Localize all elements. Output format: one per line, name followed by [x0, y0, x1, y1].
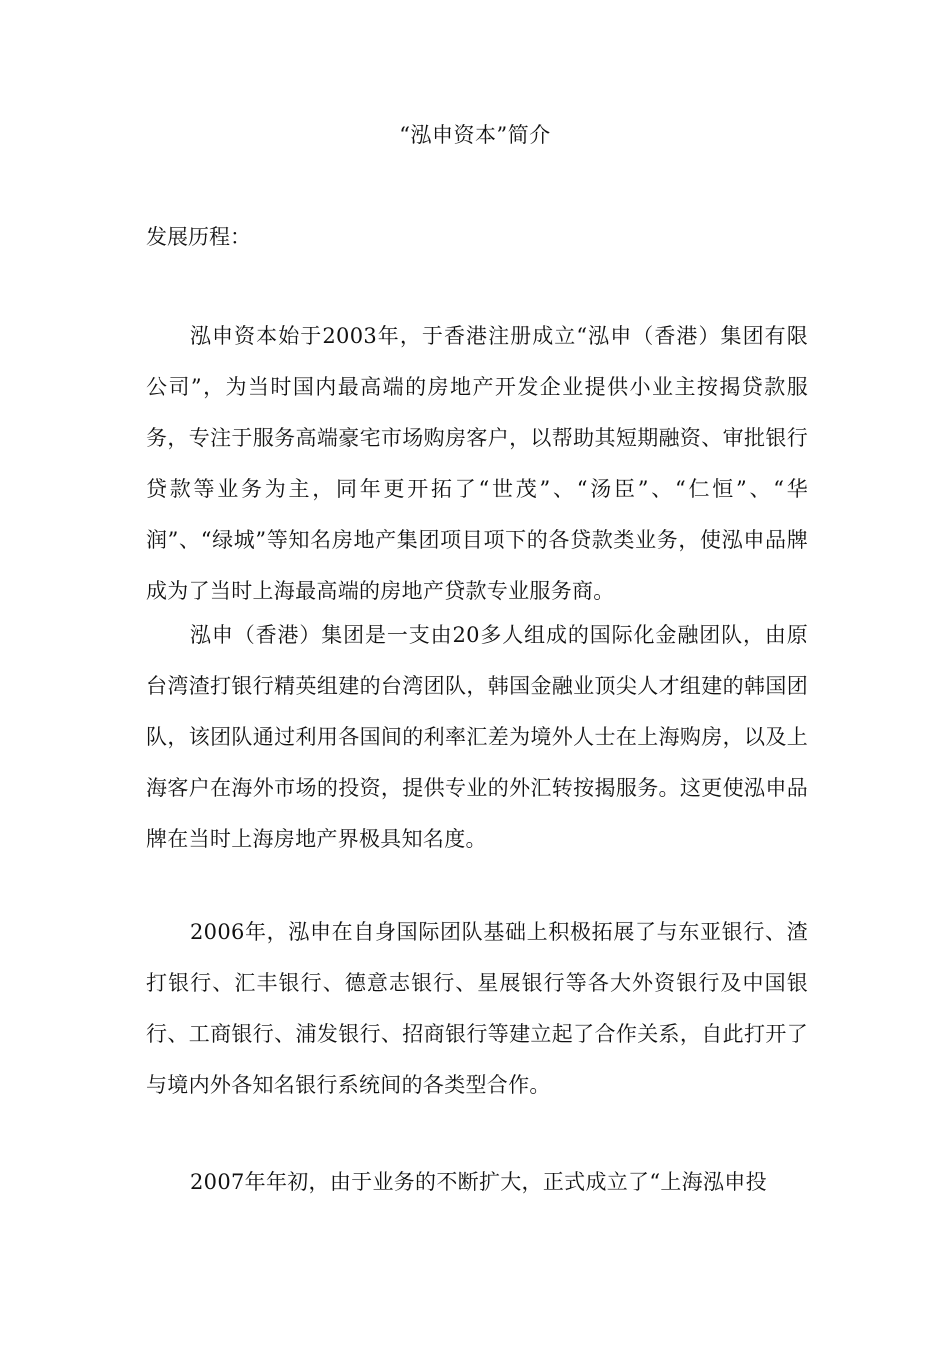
- section-heading: 发展历程：: [146, 225, 251, 249]
- paragraph: 泓申（香港）集团是一支由20多人组成的国际化金融团队，由原台湾渣打银行精英组建的台湾团队，韩国金融业顶尖人才组建的韩国团队，该团队通过利用各国间的利率汇差为境外人士在上海购房，以及上海客户在海外市场的投资，提供专业的外汇转按揭服务。这更使泓申品牌在当时上海房地产界极具知名度。: [146, 623, 808, 851]
- paragraph: 泓申资本始于2003年，于香港注册成立“泓申（香港）集团有限公司”，为当时国内最高端的房地产开发企业提供小业主按揭贷款服务，专注于服务高端豪宅市场购房客户，以帮助其短期融资、审批银行贷款等业务为主，同年更开拓了“世茂”、“汤臣”、“仁恒”、“华润”、“绿城”等知名房地产集团项目项下的各贷款类业务，使泓申品牌成为了当时上海最高端的房地产贷款专业服务商。: [146, 324, 808, 603]
- paragraph: 2007年年初，由于业务的不断扩大，正式成立了“上海泓申投: [190, 1170, 767, 1194]
- paragraph: 2006年，泓申在自身国际团队基础上积极拓展了与东亚银行、渣打银行、汇丰银行、德意志银行、星展银行等各大外资银行及中国银行、工商银行、浦发银行、招商银行等建立起了合作关系，自此打开了与境内外各知名银行系统间的各类型合作。: [146, 920, 808, 1097]
- document-title: “泓申资本”简介: [399, 123, 551, 147]
